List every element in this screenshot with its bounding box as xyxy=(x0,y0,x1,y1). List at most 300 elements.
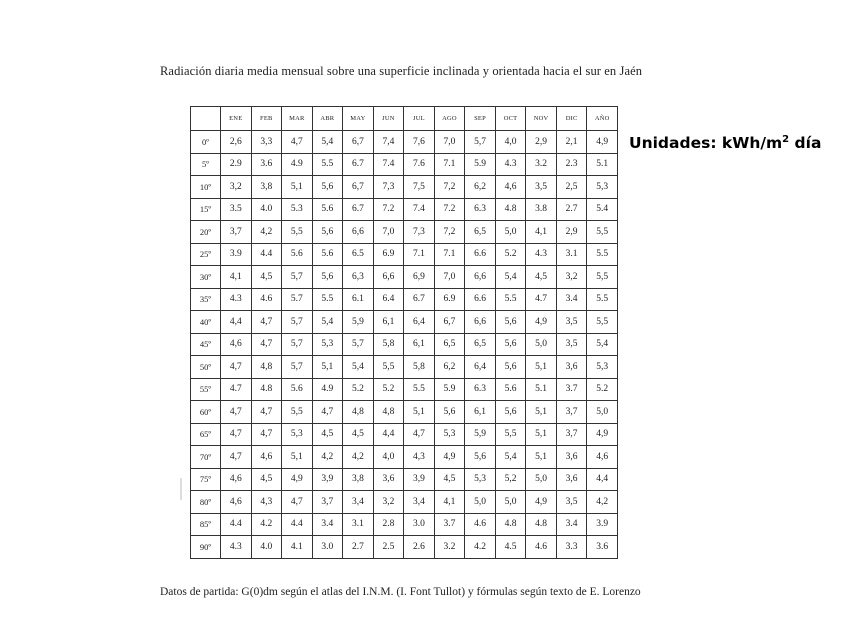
table-cell: 4,7 xyxy=(282,491,313,514)
table-cell: 4.5 xyxy=(495,536,526,559)
table-cell: 5.1 xyxy=(526,378,557,401)
table-cell: 3,7 xyxy=(556,401,587,424)
table-row xyxy=(191,243,618,266)
table-row xyxy=(191,513,618,536)
table-cell: 3.7 xyxy=(434,513,465,536)
table-cell: 5.6 xyxy=(312,198,343,221)
table-cell: 5,5 xyxy=(495,423,526,446)
table-cell: 4,7 xyxy=(221,423,252,446)
table-cell: 4,9 xyxy=(434,446,465,469)
table-cell-angle: 70º xyxy=(191,446,221,469)
table-cell: 7,6 xyxy=(404,131,435,154)
table-cell: 7,0 xyxy=(434,266,465,289)
table-cell: 2,6 xyxy=(221,131,252,154)
table-cell: 5.5 xyxy=(495,288,526,311)
table-cell: 5,0 xyxy=(495,491,526,514)
table-cell: 5,7 xyxy=(282,333,313,356)
table-cell: 4,9 xyxy=(587,131,618,154)
table-cell: 4.3 xyxy=(526,243,557,266)
table-cell-angle: 65º xyxy=(191,423,221,446)
table-cell: 4,4 xyxy=(221,311,252,334)
table-cell: 3.4 xyxy=(556,288,587,311)
table-cell-angle: 25º xyxy=(191,243,221,266)
table-cell: 4,9 xyxy=(282,468,313,491)
table-cell: 2.9 xyxy=(221,153,252,176)
table-cell: 4,5 xyxy=(312,423,343,446)
table-cell: 7,4 xyxy=(373,131,404,154)
table-cell: 5,0 xyxy=(526,333,557,356)
table-cell: 4.8 xyxy=(495,513,526,536)
units-prefix: Unidades: kWh/m xyxy=(629,134,783,153)
table-cell: 5,7 xyxy=(282,266,313,289)
table-cell: 6,7 xyxy=(434,311,465,334)
table-cell: 3,7 xyxy=(221,221,252,244)
table-cell: 3,2 xyxy=(221,176,252,199)
table-cell: 4,6 xyxy=(251,446,282,469)
table-cell: 3.4 xyxy=(556,513,587,536)
table-cell: 7,2 xyxy=(434,176,465,199)
table-cell: 6,3 xyxy=(343,266,374,289)
table-cell: 5,6 xyxy=(312,266,343,289)
table-header-cell: AGO xyxy=(434,107,465,131)
table-cell: 4.8 xyxy=(495,198,526,221)
table-cell: 6.1 xyxy=(343,288,374,311)
table-row xyxy=(191,446,618,469)
table-cell: 4,8 xyxy=(251,356,282,379)
table-cell: 4,0 xyxy=(373,446,404,469)
table-cell: 5,6 xyxy=(495,311,526,334)
table-header-cell xyxy=(191,107,221,131)
table-cell: 4,5 xyxy=(343,423,374,446)
table-cell: 4,6 xyxy=(495,176,526,199)
table-cell: 6.6 xyxy=(465,288,496,311)
table-cell: 4,7 xyxy=(221,401,252,424)
table-cell: 3,4 xyxy=(343,491,374,514)
table-cell: 5.2 xyxy=(343,378,374,401)
table-cell-angle: 50º xyxy=(191,356,221,379)
table-cell: 5,0 xyxy=(587,401,618,424)
table-cell: 3,8 xyxy=(251,176,282,199)
table-cell: 5.5 xyxy=(312,153,343,176)
table-cell: 2.8 xyxy=(373,513,404,536)
table-cell: 3,2 xyxy=(556,266,587,289)
table-cell: 5,1 xyxy=(312,356,343,379)
table-cell: 4,7 xyxy=(221,446,252,469)
table-cell: 5,5 xyxy=(282,221,313,244)
table-cell: 3,9 xyxy=(312,468,343,491)
table-cell: 6,5 xyxy=(434,333,465,356)
table-cell: 4,5 xyxy=(251,266,282,289)
table-row xyxy=(191,153,618,176)
table-cell: 5.6 xyxy=(282,243,313,266)
table-cell: 4,6 xyxy=(221,333,252,356)
table-cell: 4.2 xyxy=(251,513,282,536)
table-cell: 4,2 xyxy=(343,446,374,469)
table-row xyxy=(191,266,618,289)
table-cell: 5.6 xyxy=(282,378,313,401)
table-body xyxy=(191,131,618,559)
table-cell: 4,2 xyxy=(587,491,618,514)
table-cell: 5,6 xyxy=(495,401,526,424)
table-cell: 5.4 xyxy=(587,198,618,221)
table-cell: 5,4 xyxy=(495,446,526,469)
table-cell: 5.3 xyxy=(282,198,313,221)
table-cell: 4,1 xyxy=(434,491,465,514)
table-cell: 4.8 xyxy=(251,378,282,401)
table-row xyxy=(191,131,618,154)
table-cell: 5,3 xyxy=(465,468,496,491)
table-cell: 4.7 xyxy=(526,288,557,311)
table-header-cell: OCT xyxy=(495,107,526,131)
table-cell: 5,7 xyxy=(282,356,313,379)
table-cell: 3,5 xyxy=(526,176,557,199)
table-cell: 4.9 xyxy=(282,153,313,176)
table-cell-angle: 10º xyxy=(191,176,221,199)
table-cell-angle: 55º xyxy=(191,378,221,401)
table-cell: 4,9 xyxy=(526,311,557,334)
table-cell: 3.1 xyxy=(556,243,587,266)
table-cell: 7,0 xyxy=(373,221,404,244)
table-cell: 6,9 xyxy=(404,266,435,289)
table-cell: 4,3 xyxy=(404,446,435,469)
table-cell: 4,5 xyxy=(251,468,282,491)
table-cell-angle: 15º xyxy=(191,198,221,221)
table-cell: 6.9 xyxy=(434,288,465,311)
table-cell: 6,5 xyxy=(465,221,496,244)
table-cell: 4,7 xyxy=(251,311,282,334)
table-cell: 7.4 xyxy=(404,198,435,221)
table-cell: 4,8 xyxy=(343,401,374,424)
table-header-cell: NOV xyxy=(526,107,557,131)
table-cell: 5,5 xyxy=(587,266,618,289)
table-cell: 4.6 xyxy=(526,536,557,559)
table-cell: 5,3 xyxy=(587,356,618,379)
table-cell: 4,3 xyxy=(251,491,282,514)
table-row xyxy=(191,221,618,244)
table-cell: 5,8 xyxy=(404,356,435,379)
table-cell: 3.0 xyxy=(404,513,435,536)
table-cell: 6,7 xyxy=(343,131,374,154)
table-cell: 5,7 xyxy=(465,131,496,154)
radiation-table xyxy=(190,106,618,559)
table-cell: 4,5 xyxy=(526,266,557,289)
table-cell: 7.2 xyxy=(434,198,465,221)
table-cell: 5.6 xyxy=(495,378,526,401)
table-cell: 5,0 xyxy=(495,221,526,244)
table-cell: 4,4 xyxy=(373,423,404,446)
table-cell: 5,4 xyxy=(312,131,343,154)
table-cell: 5,1 xyxy=(526,401,557,424)
table-cell: 3.9 xyxy=(587,513,618,536)
table-header-cell: FEB xyxy=(251,107,282,131)
table-cell: 4,7 xyxy=(404,423,435,446)
table-cell: 5.5 xyxy=(587,288,618,311)
table-cell: 3.4 xyxy=(312,513,343,536)
table-cell-angle: 0º xyxy=(191,131,221,154)
table-cell: 2.7 xyxy=(343,536,374,559)
table-cell: 6.3 xyxy=(465,198,496,221)
table-cell: 3,7 xyxy=(312,491,343,514)
table-cell: 3.9 xyxy=(221,243,252,266)
table-cell: 6,6 xyxy=(465,266,496,289)
table-cell: 2,9 xyxy=(526,131,557,154)
table-cell: 4,2 xyxy=(251,221,282,244)
table-cell: 3,5 xyxy=(556,333,587,356)
units-exponent: 2 xyxy=(782,134,790,145)
table-cell: 4,2 xyxy=(312,446,343,469)
table-cell: 6,1 xyxy=(465,401,496,424)
table-cell: 5.5 xyxy=(312,288,343,311)
table-row xyxy=(191,311,618,334)
table-cell: 4,1 xyxy=(221,266,252,289)
table-cell: 3,5 xyxy=(556,491,587,514)
table-cell: 7.6 xyxy=(404,153,435,176)
table-cell: 6.9 xyxy=(373,243,404,266)
table-cell: 5,8 xyxy=(373,333,404,356)
table-cell: 3.6 xyxy=(251,153,282,176)
table-header-cell: JUL xyxy=(404,107,435,131)
table-cell: 3,2 xyxy=(373,491,404,514)
table-cell-angle: 45º xyxy=(191,333,221,356)
table-header-cell: SEP xyxy=(465,107,496,131)
table-cell: 2.7 xyxy=(556,198,587,221)
table-cell: 5.2 xyxy=(373,378,404,401)
table-cell: 3,3 xyxy=(251,131,282,154)
table-cell: 4.3 xyxy=(495,153,526,176)
table-row xyxy=(191,288,618,311)
table-cell: 4,6 xyxy=(587,446,618,469)
table-cell: 7,3 xyxy=(373,176,404,199)
table-cell: 3.3 xyxy=(556,536,587,559)
table-cell: 5,7 xyxy=(282,311,313,334)
table-cell-angle: 60º xyxy=(191,401,221,424)
table-cell-angle: 80º xyxy=(191,491,221,514)
table-cell: 4,7 xyxy=(312,401,343,424)
table-cell: 5,3 xyxy=(434,423,465,446)
table-cell: 2,1 xyxy=(556,131,587,154)
table-cell: 6.6 xyxy=(465,243,496,266)
table-cell: 5,6 xyxy=(312,221,343,244)
table-cell: 5,9 xyxy=(465,423,496,446)
table-cell: 4.0 xyxy=(251,198,282,221)
table-row xyxy=(191,176,618,199)
table-cell: 3.6 xyxy=(587,536,618,559)
table-row xyxy=(191,401,618,424)
table-cell: 6.7 xyxy=(343,198,374,221)
table-cell-angle: 35º xyxy=(191,288,221,311)
table-cell: 5,6 xyxy=(312,176,343,199)
table-cell: 4,7 xyxy=(282,131,313,154)
table-cell: 4,7 xyxy=(221,356,252,379)
units-label xyxy=(629,134,821,152)
table-header-cell: ENE xyxy=(221,107,252,131)
table-header-cell: ABR xyxy=(312,107,343,131)
table-cell: 5,5 xyxy=(587,311,618,334)
table-row xyxy=(191,423,618,446)
table-cell: 3,6 xyxy=(556,468,587,491)
table-cell: 5.7 xyxy=(282,288,313,311)
table-cell: 2,5 xyxy=(556,176,587,199)
table-cell: 5,0 xyxy=(465,491,496,514)
table-cell: 5,3 xyxy=(312,333,343,356)
table-cell: 7.2 xyxy=(373,198,404,221)
table-cell: 3.2 xyxy=(434,536,465,559)
table-cell: 5,6 xyxy=(465,446,496,469)
table-cell: 2.5 xyxy=(373,536,404,559)
document-title: Radiación diaria media mensual sobre una superficie inclinada y orientada hacia el sur en Jaén xyxy=(160,64,643,78)
table-cell: 5,0 xyxy=(526,468,557,491)
table-cell: 6,1 xyxy=(373,311,404,334)
table-cell: 4,5 xyxy=(434,468,465,491)
table-cell: 5,6 xyxy=(495,356,526,379)
table-cell: 6,4 xyxy=(465,356,496,379)
table-header-row xyxy=(191,107,618,131)
table-cell: 5,4 xyxy=(343,356,374,379)
table-cell: 5,2 xyxy=(495,468,526,491)
table-cell: 2.6 xyxy=(404,536,435,559)
table-cell: 5,1 xyxy=(404,401,435,424)
table-cell: 5.5 xyxy=(404,378,435,401)
table-cell: 6,4 xyxy=(404,311,435,334)
table-cell: 5,1 xyxy=(282,446,313,469)
table-header-cell: DIC xyxy=(556,107,587,131)
table-row xyxy=(191,491,618,514)
table-cell: 3,7 xyxy=(556,423,587,446)
table-cell: 5,5 xyxy=(373,356,404,379)
table-cell: 5.1 xyxy=(587,153,618,176)
table-cell: 4.4 xyxy=(282,513,313,536)
table-cell: 4,6 xyxy=(221,468,252,491)
footer-note: Datos de partida: G(0)dm según el atlas del I.N.M. (I. Font Tullot) y fórmulas según texto de E. Lorenzo xyxy=(160,586,641,598)
table-cell: 7,3 xyxy=(404,221,435,244)
table-cell: 4,9 xyxy=(587,423,618,446)
table-cell-angle: 5º xyxy=(191,153,221,176)
table-cell: 3.5 xyxy=(221,198,252,221)
table-cell: 4,4 xyxy=(587,468,618,491)
table-cell: 4.4 xyxy=(251,243,282,266)
table-cell: 5.9 xyxy=(434,378,465,401)
table-header-cell: AÑO xyxy=(587,107,618,131)
table-header-cell: JUN xyxy=(373,107,404,131)
table-cell: 6,6 xyxy=(373,266,404,289)
table-cell: 3,5 xyxy=(556,311,587,334)
table-cell: 6,6 xyxy=(465,311,496,334)
table-cell: 6.7 xyxy=(404,288,435,311)
table-cell-angle: 20º xyxy=(191,221,221,244)
table-cell: 4,7 xyxy=(251,423,282,446)
table-cell: 4.6 xyxy=(465,513,496,536)
table-cell-angle: 30º xyxy=(191,266,221,289)
table-header-cell: MAR xyxy=(282,107,313,131)
table-row xyxy=(191,356,618,379)
table-cell: 5,1 xyxy=(526,356,557,379)
table-row xyxy=(191,198,618,221)
table-cell-angle: 40º xyxy=(191,311,221,334)
table-cell-angle: 75º xyxy=(191,468,221,491)
table-cell: 4.8 xyxy=(526,513,557,536)
table-cell: 3,9 xyxy=(404,468,435,491)
table-cell: 4.1 xyxy=(282,536,313,559)
table-cell: 2,9 xyxy=(556,221,587,244)
table-cell: 6,5 xyxy=(465,333,496,356)
table-cell: 3,6 xyxy=(373,468,404,491)
table-cell: 6.4 xyxy=(373,288,404,311)
table-cell: 5,7 xyxy=(343,333,374,356)
table-cell: 4,1 xyxy=(526,221,557,244)
table-cell: 7.4 xyxy=(373,153,404,176)
table-cell: 7.1 xyxy=(434,153,465,176)
table-cell: 5.6 xyxy=(312,243,343,266)
units-suffix: día xyxy=(789,134,822,153)
table-cell: 7.1 xyxy=(434,243,465,266)
table-cell: 6.5 xyxy=(343,243,374,266)
table-cell: 6,1 xyxy=(404,333,435,356)
table-cell: 5,4 xyxy=(587,333,618,356)
table-cell: 5,3 xyxy=(587,176,618,199)
table-cell: 4.6 xyxy=(251,288,282,311)
table-cell: 5,4 xyxy=(495,266,526,289)
table-cell: 4.9 xyxy=(312,378,343,401)
table-cell: 4.4 xyxy=(221,513,252,536)
table-cell: 7,2 xyxy=(434,221,465,244)
table-cell: 3,6 xyxy=(556,356,587,379)
table-cell: 5.5 xyxy=(587,243,618,266)
table-row xyxy=(191,468,618,491)
table-cell: 5,1 xyxy=(526,446,557,469)
table-cell: 5,9 xyxy=(343,311,374,334)
table-cell: 4,7 xyxy=(251,401,282,424)
table-cell: 5.9 xyxy=(465,153,496,176)
table-cell: 5,5 xyxy=(282,401,313,424)
table-cell: 6,6 xyxy=(343,221,374,244)
scan-artifact xyxy=(180,478,182,500)
table-cell: 4.2 xyxy=(465,536,496,559)
table-cell: 7,5 xyxy=(404,176,435,199)
table-cell: 5.2 xyxy=(495,243,526,266)
table-row xyxy=(191,378,618,401)
table-cell: 3,4 xyxy=(404,491,435,514)
table-cell: 5,1 xyxy=(526,423,557,446)
table-cell: 6.3 xyxy=(465,378,496,401)
table-cell: 5,6 xyxy=(434,401,465,424)
table-cell: 6.7 xyxy=(343,153,374,176)
table-cell: 4,0 xyxy=(495,131,526,154)
table-cell: 3.2 xyxy=(526,153,557,176)
table-cell: 4.7 xyxy=(221,378,252,401)
table-cell: 5,4 xyxy=(312,311,343,334)
table-cell: 6,2 xyxy=(465,176,496,199)
table-header-cell: MAY xyxy=(343,107,374,131)
table-cell: 3.0 xyxy=(312,536,343,559)
table-cell: 4.3 xyxy=(221,288,252,311)
table-cell: 3.8 xyxy=(526,198,557,221)
table-cell: 5,6 xyxy=(495,333,526,356)
table-cell: 4,6 xyxy=(221,491,252,514)
table-cell: 4.0 xyxy=(251,536,282,559)
table-cell: 5,5 xyxy=(587,221,618,244)
table-cell: 5,3 xyxy=(282,423,313,446)
table-cell: 4,8 xyxy=(373,401,404,424)
table-cell: 5,1 xyxy=(282,176,313,199)
table-cell: 6,2 xyxy=(434,356,465,379)
table-row xyxy=(191,536,618,559)
table-cell: 3,6 xyxy=(556,446,587,469)
table-cell: 7,0 xyxy=(434,131,465,154)
table-cell: 4.3 xyxy=(221,536,252,559)
table-cell-angle: 90º xyxy=(191,536,221,559)
table-cell: 3.7 xyxy=(556,378,587,401)
table-cell: 7.1 xyxy=(404,243,435,266)
